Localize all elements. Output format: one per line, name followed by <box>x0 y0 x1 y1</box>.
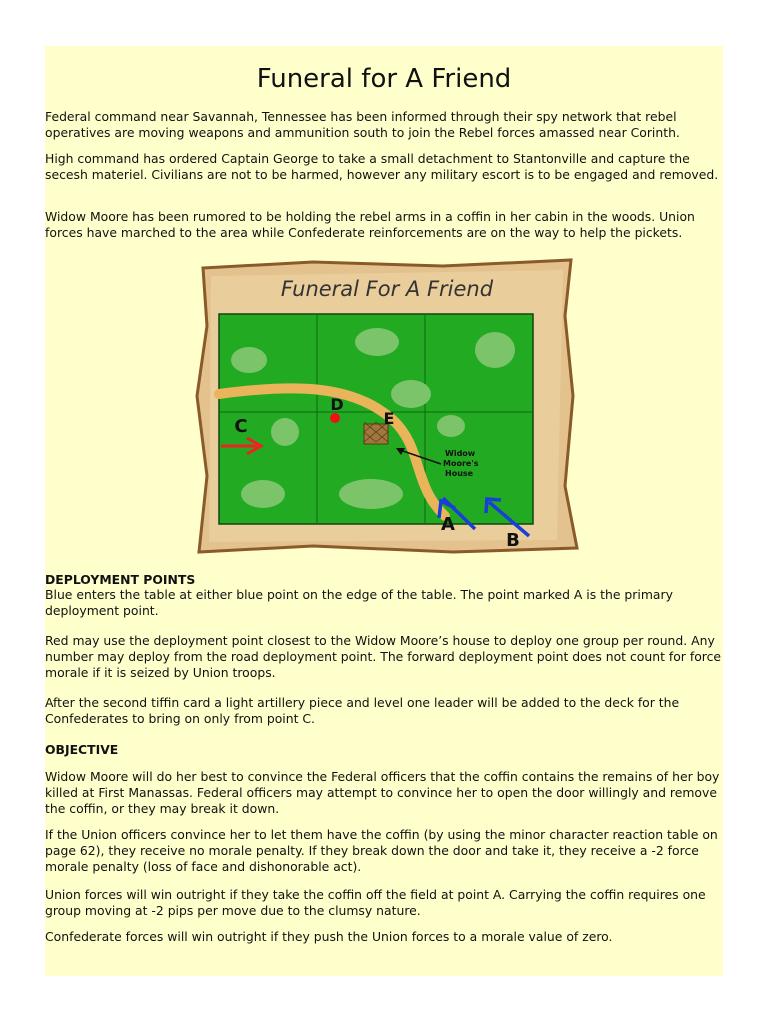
woods-area <box>475 332 515 368</box>
woods-area <box>241 480 285 508</box>
page-title: Funeral for A Friend <box>256 64 512 94</box>
label-d: D <box>330 395 344 414</box>
objective-paragraph-3: Union forces will win outright if they take the coffin off the field at point A. Carrying the coffin requires one group moving at -2 pips per move due to the clumsy nature. <box>45 887 706 918</box>
woods-area <box>271 418 299 446</box>
deployment-paragraph-2: Red may use the deployment point closest to the Widow Moore’s house to deploy one group per round. Any number may deploy from the road deployment point. The forward deployment point does not count for force morale if it is seized by Union troops. <box>45 633 722 680</box>
woods-area <box>391 380 431 408</box>
map-title: Funeral For A Friend <box>280 277 494 301</box>
deployment-heading: DEPLOYMENT POINTS <box>45 572 196 587</box>
objective-paragraph-1: Widow Moore will do her best to convince the Federal officers that the coffin contains the remains of her boy killed at First Manassas. Federal officers may attempt to convince her to open the door willingly and remove the coffin, or they may break it down. <box>45 769 720 816</box>
house-label-line-3: House <box>445 469 474 478</box>
intro-paragraph-1: Federal command near Savannah, Tennessee has been informed through their spy network that rebel operatives are moving weapons and ammunition south to join the Rebel forces amassed near Corinth. <box>45 109 680 140</box>
label-e: E <box>383 409 395 428</box>
label-c: C <box>234 416 248 437</box>
deployment-point-d-marker <box>330 413 340 423</box>
label-b: B <box>506 530 520 551</box>
woods-area <box>231 347 267 373</box>
scenario-map <box>193 256 581 556</box>
document-page <box>45 46 723 976</box>
intro-paragraph-3: Widow Moore has been rumored to be holding the rebel arms in a coffin in her cabin in the woods. Union forces have marched to the area while Confederate reinforcements are on the way to help the pickets. <box>45 209 695 240</box>
woods-area <box>437 415 465 437</box>
intro-paragraph-2: High command has ordered Captain George to take a small detachment to Stantonville and capture the secesh materiel. Civilians are not to be harmed, however any military escort is to be engaged and removed. <box>45 151 719 182</box>
objective-paragraph-2: If the Union officers convince her to let them have the coffin (by using the minor character reaction table on page 62), they receive no morale penalty. If they break down the door and take it, they receive a -2 force morale penalty (loss of face and dishonorable act). <box>45 827 718 874</box>
map-illustration <box>193 256 581 556</box>
deployment-paragraph-1: Blue enters the table at either blue point on the edge of the table. The point marked A is the primary deployment point. <box>45 587 673 618</box>
house-label-line-1: Widow <box>445 449 476 458</box>
woods-area <box>355 328 399 356</box>
objective-heading: OBJECTIVE <box>45 742 119 757</box>
deployment-paragraph-3: After the second tiffin card a light artillery piece and level one leader will be added to the deck for the Confederates to bring on only from point C. <box>45 695 680 726</box>
house-label-line-2: Moore's <box>443 459 479 468</box>
label-a: A <box>441 514 455 535</box>
objective-paragraph-4: Confederate forces will win outright if they push the Union forces to a morale value of zero. <box>45 929 613 944</box>
woods-area <box>339 479 403 509</box>
